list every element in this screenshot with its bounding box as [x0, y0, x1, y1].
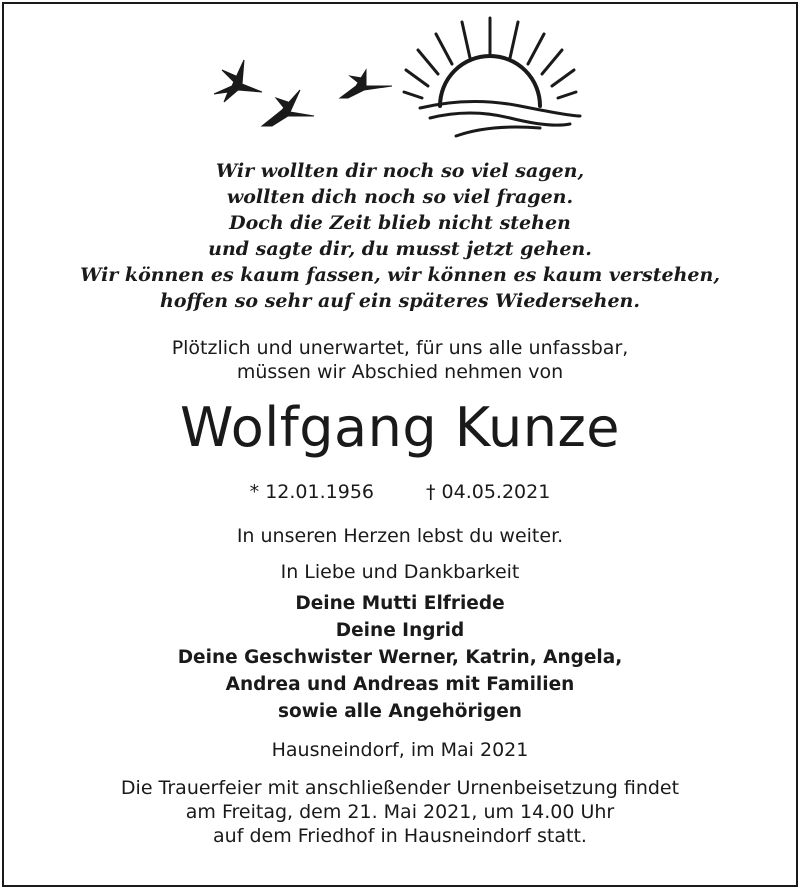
poem-line: Wir können es kaum fassen, wir können es kaum verstehen,	[80, 264, 720, 286]
mourner-line: sowie alle Angehörigen	[278, 701, 522, 722]
funeral-line: auf dem Friedhof in Hausneindorf statt.	[213, 825, 587, 847]
intro-line: müssen wir Abschied nehmen von	[236, 361, 564, 383]
funeral-block	[10, 776, 790, 848]
funeral-line: am Freitag, dem 21. Mai 2021, um 14.00 Uhr	[185, 801, 615, 823]
mourner-line: Deine Geschwister Werner, Katrin, Angela,	[177, 647, 623, 668]
mourner-line: Deine Mutti Elfriede	[295, 593, 505, 614]
poem-line: wollten dich noch so viel fragen.	[226, 186, 574, 208]
mourner-line: Deine Ingrid	[335, 620, 465, 641]
funeral-line: Die Trauerfeier mit anschließender Urnenbeisetzung findet	[120, 777, 680, 799]
rising-sun-icon	[404, 18, 580, 136]
flying-birds-icon	[214, 60, 392, 126]
closing-text: In Liebe und Dankbarkeit	[280, 561, 520, 583]
death-date: † 04.05.2021	[426, 481, 551, 503]
poem-block	[10, 158, 790, 314]
poem-line: und sagte dir, du musst jetzt gehen.	[208, 238, 592, 260]
intro-block	[10, 336, 790, 384]
poem-line: Doch die Zeit blieb nicht stehen	[229, 212, 571, 234]
header-artwork	[0, 0, 800, 150]
mourner-line: Andrea und Andreas mit Familien	[225, 674, 575, 695]
deceased-name: Wolfgang Kunze	[179, 396, 621, 459]
place-date: Hausneindorf, im Mai 2021	[271, 739, 529, 761]
motto-text: In unseren Herzen lebst du weiter.	[236, 525, 564, 547]
poem-line: Wir wollten dir noch so viel sagen,	[215, 160, 585, 182]
mourners-block	[10, 590, 790, 725]
life-dates	[10, 480, 790, 504]
poem-line: hoffen so sehr auf ein späteres Wiedersehen.	[160, 290, 640, 312]
birth-date: * 12.01.1956	[249, 481, 374, 503]
intro-line: Plötzlich und unerwartet, für uns alle unfassbar,	[171, 337, 629, 359]
